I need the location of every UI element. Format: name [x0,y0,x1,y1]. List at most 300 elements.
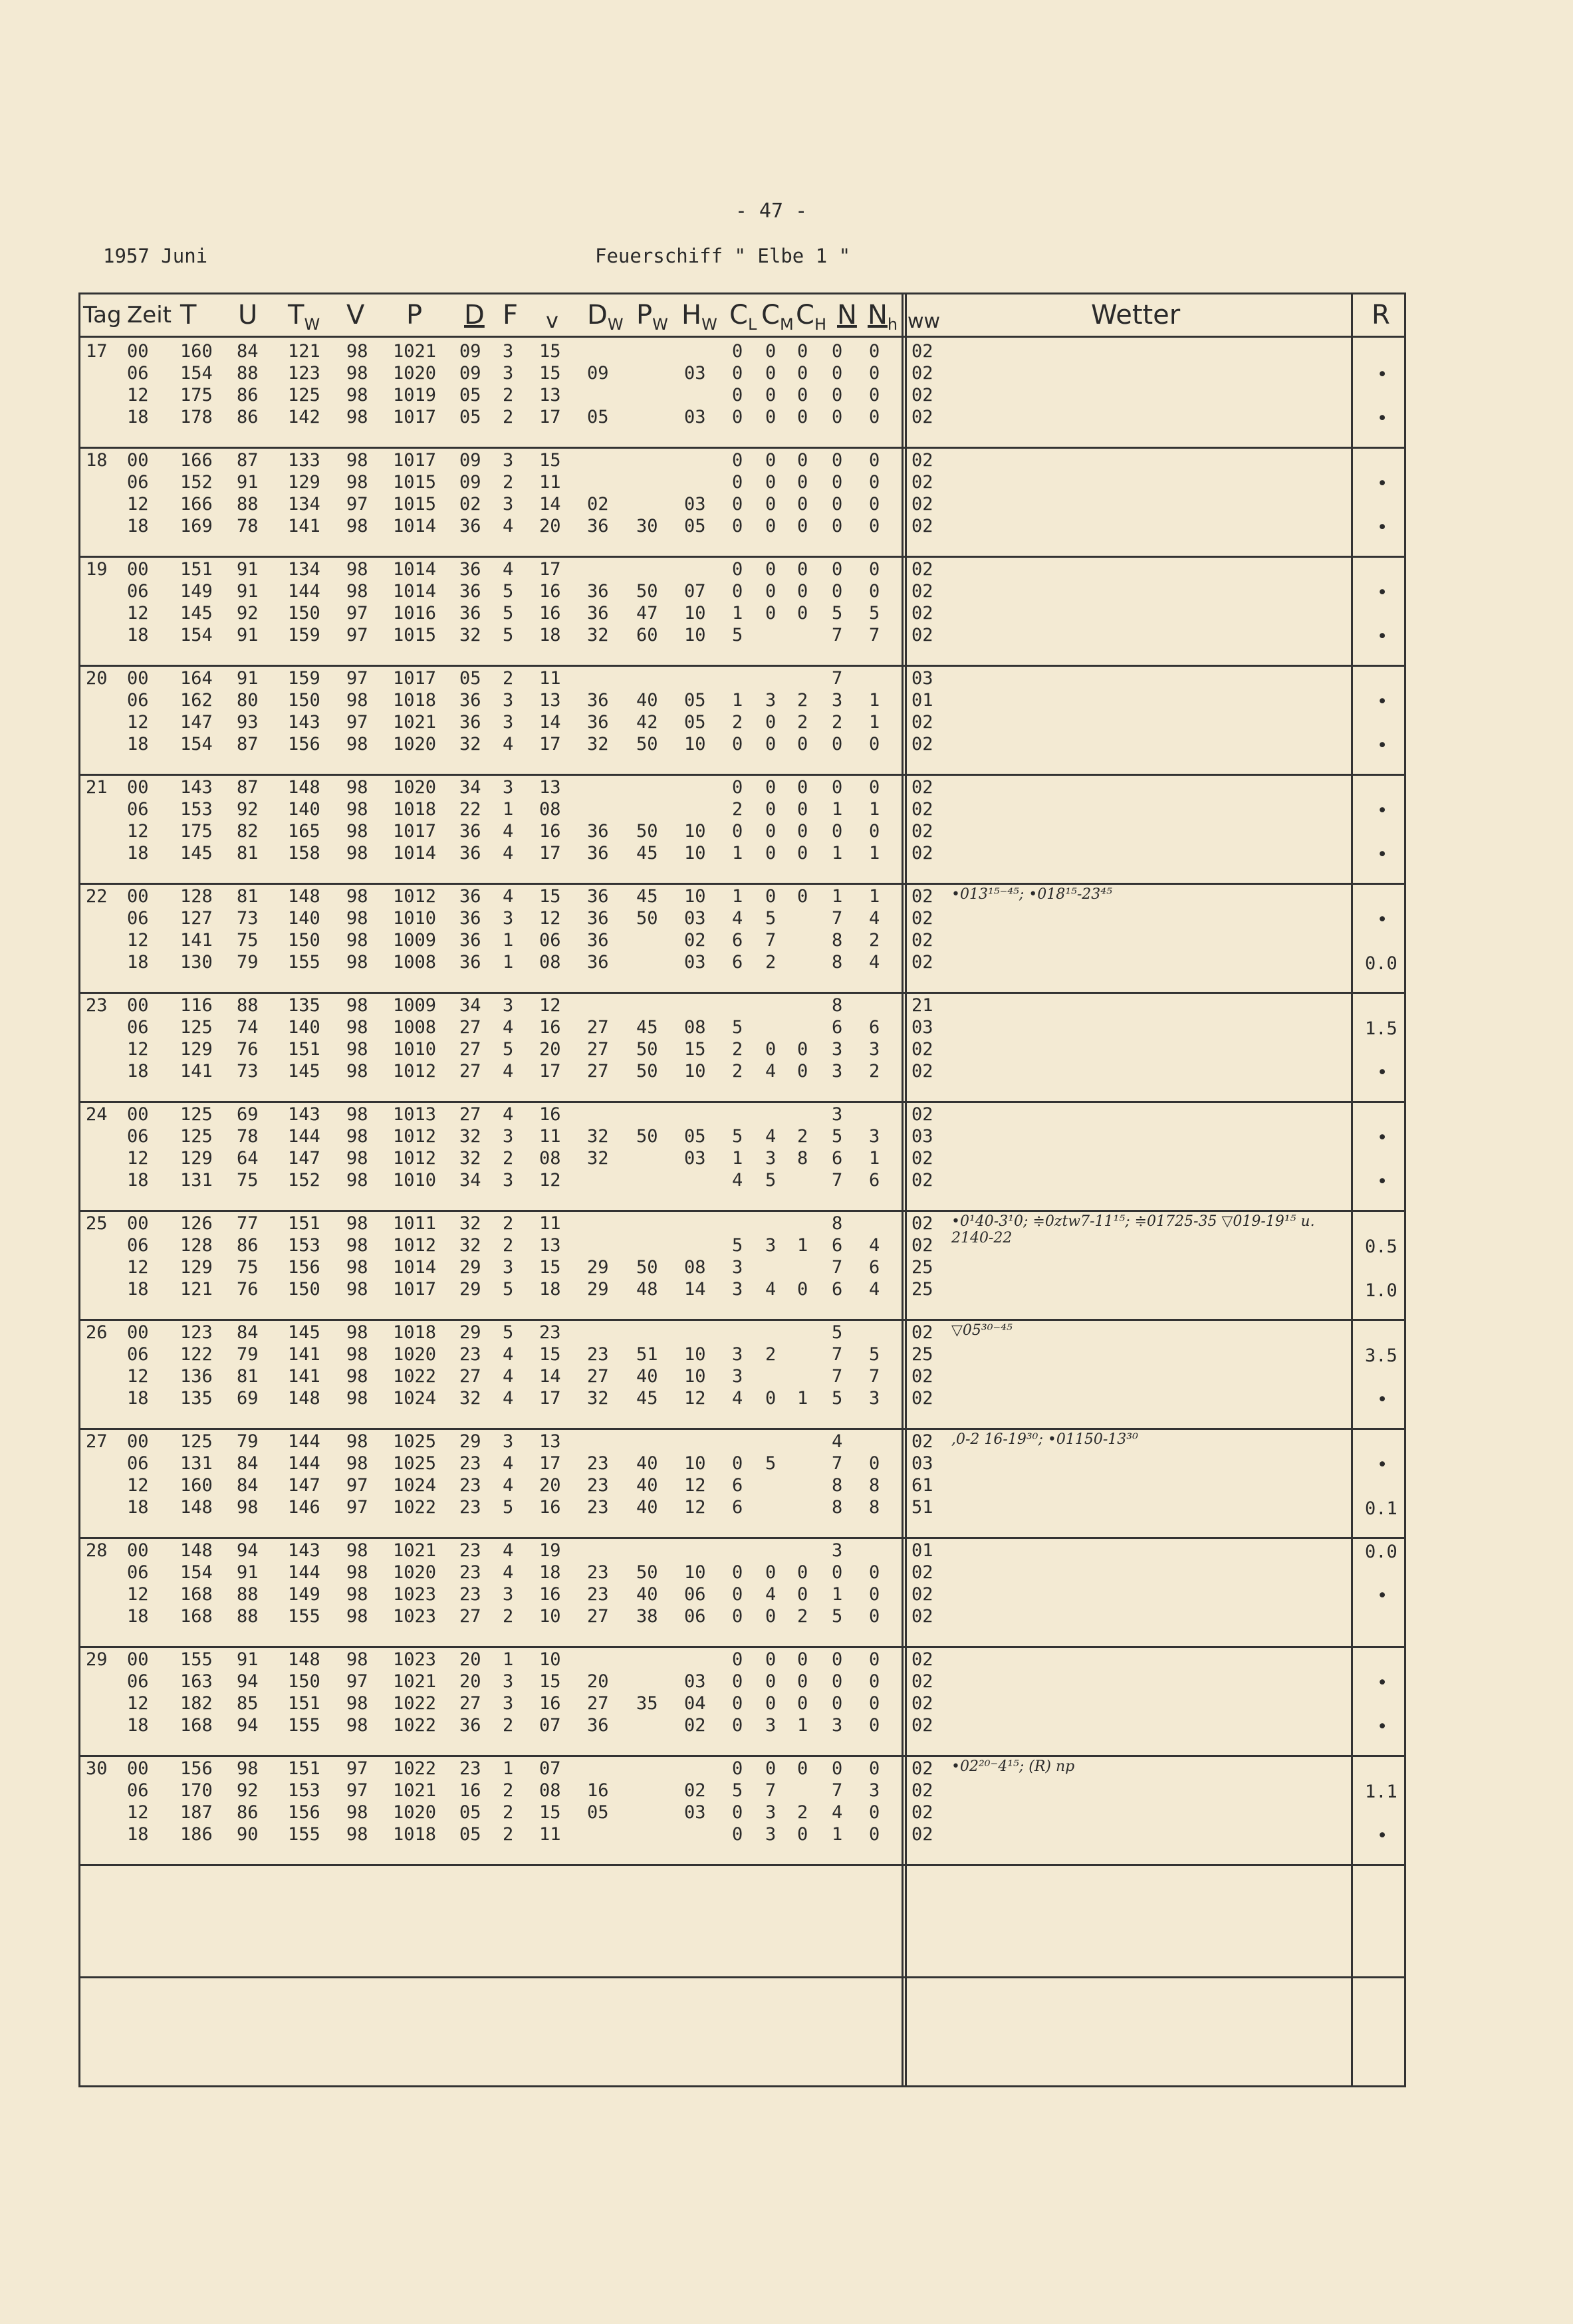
table-cell: 98 [346,1693,368,1714]
table-cell: 0 [832,821,843,842]
table-cell: 4 [869,908,880,929]
table-cell: 02 [684,1780,706,1801]
table-cell: 5 [732,1780,743,1801]
table-cell: 27 [587,1693,609,1714]
table-cell: 4 [869,952,880,973]
table-cell: 03 [684,908,706,929]
table-cell: 88 [237,494,259,515]
table-cell: 00 [127,1758,149,1779]
table-cell: 02 [911,516,933,536]
table-cell: 36 [587,930,609,951]
table-cell: 0 [797,1758,808,1779]
table-cell: 76 [237,1039,259,1060]
table-cell: 1012 [393,1126,437,1147]
day-tag: 21 [86,777,108,798]
precip-value: • [1377,735,1388,756]
table-cell: 03 [684,1671,706,1692]
table-cell: 0 [732,1693,743,1714]
table-cell: 10 [539,1606,561,1627]
table-cell: 4 [503,821,514,842]
table-cell: 0 [797,407,808,427]
table-cell: 34 [459,995,481,1016]
table-cell: 155 [288,1606,320,1627]
page-number: - 47 - [735,199,808,223]
table-cell: 09 [459,472,481,493]
table-cell: 38 [636,1606,658,1627]
table-cell: 3 [765,1824,777,1845]
table-cell: 50 [636,1061,658,1082]
table-cell: 144 [288,1562,320,1583]
table-cell: 4 [832,1431,843,1452]
table-cell: 4 [503,886,514,907]
empty-row-separator [80,1976,1404,1978]
table-cell: 98 [346,886,368,907]
table-cell: 02 [911,1715,933,1736]
table-cell: 02 [911,1061,933,1082]
table-cell: 150 [288,1671,320,1692]
table-cell: 3 [503,1170,514,1191]
table-cell: 15 [539,1344,561,1365]
table-cell: 144 [288,1431,320,1452]
table-cell: 0 [869,472,880,493]
table-cell: 1 [503,1758,514,1779]
table-cell: 121 [180,1279,213,1300]
table-cell: 98 [346,1061,368,1082]
table-cell: 1023 [393,1606,437,1627]
table-cell: 16 [459,1780,481,1801]
table-cell: 18 [127,1497,149,1518]
table-cell: 02 [911,581,933,602]
table-cell: 98 [346,472,368,493]
table-cell: 25 [911,1344,933,1365]
table-cell: 122 [180,1344,213,1365]
table-cell: 91 [237,581,259,602]
table-cell: 13 [539,385,561,406]
table-cell: 23 [587,1584,609,1605]
table-cell: 10 [684,625,706,645]
table-cell: 143 [180,777,213,798]
table-cell: 87 [237,777,259,798]
table-cell: 0 [765,603,777,624]
table-cell: 12 [127,821,149,842]
table-cell: 1010 [393,908,437,929]
table-cell: 74 [237,1017,259,1038]
table-cell: 06 [127,581,149,602]
table-cell: 6 [832,1148,843,1169]
table-cell: 151 [288,1213,320,1234]
table-cell: 10 [684,603,706,624]
table-cell: 23 [459,1497,481,1518]
table-cell: 2 [503,1780,514,1801]
precip-value: • [1377,1825,1388,1846]
table-cell: 27 [459,1039,481,1060]
col-cm: $C_M$ [761,300,794,334]
table-cell: 81 [237,843,259,864]
table-cell: 125 [180,1017,213,1038]
table-cell: 8 [869,1475,880,1496]
table-cell: 16 [587,1780,609,1801]
table-cell: 148 [180,1540,213,1561]
table-cell: 93 [237,712,259,733]
table-cell: 02 [911,1649,933,1670]
table-cell: 97 [346,712,368,733]
table-cell: 02 [911,1802,933,1823]
table-cell: 1017 [393,1279,437,1300]
table-cell: 125 [180,1431,213,1452]
table-cell: 40 [636,1497,658,1518]
table-cell: 50 [636,908,658,929]
table-cell: 0 [869,1671,880,1692]
table-cell: 5 [732,1126,743,1147]
table-cell: 50 [636,1562,658,1583]
table-cell: 1 [732,603,743,624]
table-cell: 10 [684,886,706,907]
table-cell: 16 [539,1693,561,1714]
table-cell: 98 [237,1497,259,1518]
table-cell: 1 [832,886,843,907]
table-cell: 12 [127,1257,149,1278]
table-cell: 1015 [393,625,437,645]
table-cell: 7 [869,1366,880,1387]
table-cell: 5 [503,1279,514,1300]
table-cell: 91 [237,1649,259,1670]
table-cell: 0 [869,1649,880,1670]
table-cell: 0 [869,1693,880,1714]
table-cell: 3 [503,1671,514,1692]
table-cell: 51 [911,1497,933,1518]
table-cell: 1022 [393,1715,437,1736]
table-cell: 0 [832,494,843,515]
table-cell: 1025 [393,1431,437,1452]
table-cell: 0 [869,734,880,755]
table-cell: 06 [127,1453,149,1474]
table-cell: 0 [765,407,777,427]
table-cell: 40 [636,1475,658,1496]
table-cell: 156 [180,1758,213,1779]
table-cell: 3 [503,690,514,711]
table-cell: 148 [288,777,320,798]
day-tag: 28 [86,1540,108,1561]
table-cell: 0 [869,1824,880,1845]
table-cell: 5 [765,908,777,929]
table-cell: 98 [346,450,368,471]
table-cell: 0 [869,1584,880,1605]
table-cell: 13 [539,777,561,798]
table-cell: 1012 [393,886,437,907]
table-cell: 98 [346,1104,368,1125]
table-cell: 187 [180,1802,213,1823]
table-cell: 1022 [393,1693,437,1714]
table-cell: 02 [911,1671,933,1692]
table-cell: 2 [503,472,514,493]
table-cell: 154 [180,625,213,645]
table-cell: 98 [346,1649,368,1670]
day-separator [80,774,1404,776]
table-cell: 18 [539,1562,561,1583]
table-cell: 4 [869,1235,880,1256]
table-cell: 11 [539,668,561,689]
table-cell: 18 [539,1279,561,1300]
table-cell: 3 [869,1126,880,1147]
col-zeit: Zeit [127,302,172,328]
day-separator [80,883,1404,885]
table-cell: 06 [127,472,149,493]
table-cell: 42 [636,712,658,733]
table-cell: 03 [911,1126,933,1147]
table-cell: 3 [765,690,777,711]
day-tag: 24 [86,1104,108,1125]
table-cell: 10 [684,734,706,755]
table-cell: 2 [503,1802,514,1823]
col-tw: $T_W$ [288,300,320,334]
table-cell: 3 [832,1104,843,1125]
table-cell: 64 [237,1148,259,1169]
table-cell: 152 [180,472,213,493]
table-cell: 0 [797,1584,808,1605]
table-cell: 97 [346,1671,368,1692]
precip-value: • [1377,1127,1388,1148]
table-cell: 18 [127,1388,149,1409]
table-cell: 86 [237,407,259,427]
table-cell: 07 [684,581,706,602]
table-cell: 0 [797,1824,808,1845]
table-cell: 150 [288,1279,320,1300]
table-cell: 2 [765,1344,777,1365]
divider-wetter [902,294,904,2085]
precip-value: • [1377,1716,1388,1737]
table-cell: 98 [346,952,368,973]
table-cell: 0 [797,363,808,384]
table-cell: 36 [459,886,481,907]
table-cell: 145 [288,1322,320,1343]
table-cell: 02 [911,341,933,362]
table-cell: 1 [732,886,743,907]
table-cell: 73 [237,908,259,929]
table-cell: 29 [587,1257,609,1278]
table-cell: 4 [503,1366,514,1387]
table-cell: 1020 [393,777,437,798]
table-cell: 0 [832,734,843,755]
table-cell: 186 [180,1824,213,1845]
table-cell: 164 [180,668,213,689]
table-cell: 73 [237,1061,259,1082]
table-cell: 29 [587,1279,609,1300]
table-cell: 03 [684,407,706,427]
table-cell: 0 [765,494,777,515]
table-cell: 02 [911,1322,933,1343]
table-cell: 2 [503,1235,514,1256]
table-cell: 0 [765,843,777,864]
table-cell: 25 [911,1257,933,1278]
table-cell: 5 [832,1322,843,1343]
table-cell: 0 [732,559,743,580]
table-cell: 5 [503,581,514,602]
table-cell: 151 [288,1693,320,1714]
table-cell: 87 [237,450,259,471]
table-cell: 12 [127,712,149,733]
table-cell: 15 [539,1257,561,1278]
table-cell: 06 [127,1017,149,1038]
table-cell: 166 [180,450,213,471]
day-separator [80,1210,1404,1212]
day-tag: 27 [86,1431,108,1452]
table-cell: 3 [765,1715,777,1736]
table-cell: 0 [832,407,843,427]
table-cell: 148 [288,1649,320,1670]
day-tag: 18 [86,450,108,471]
day-tag: 22 [86,886,108,907]
table-cell: 7 [832,1780,843,1801]
table-cell: 02 [911,625,933,645]
table-cell: 129 [288,472,320,493]
table-cell: 34 [459,1170,481,1191]
table-cell: 0 [869,1758,880,1779]
table-cell: 36 [459,603,481,624]
precip-value: • [1377,473,1388,494]
table-cell: 143 [288,1104,320,1125]
table-cell: 98 [346,1584,368,1605]
table-cell: 6 [869,1017,880,1038]
table-cell: 0 [732,385,743,406]
table-cell: 02 [911,1562,933,1583]
table-cell: 1 [732,843,743,864]
table-cell: 29 [459,1279,481,1300]
table-cell: 05 [587,407,609,427]
table-cell: 0 [732,341,743,362]
day-separator [80,1319,1404,1321]
table-cell: 5 [503,625,514,645]
table-cell: 14 [539,712,561,733]
table-cell: 0 [832,341,843,362]
table-cell: 92 [237,603,259,624]
table-cell: 91 [237,625,259,645]
table-cell: 127 [180,908,213,929]
table-cell: 6 [732,930,743,951]
table-cell: 0 [797,799,808,820]
table-cell: 36 [587,1715,609,1736]
table-cell: 6 [832,1235,843,1256]
table-cell: 15 [539,363,561,384]
table-cell: 1021 [393,341,437,362]
table-cell: 4 [503,1388,514,1409]
table-cell: 2 [797,1606,808,1627]
table-cell: 121 [288,341,320,362]
table-cell: 0 [765,1649,777,1670]
table-cell: 148 [180,1497,213,1518]
table-cell: 5 [832,1606,843,1627]
precip-value: 0.1 [1365,1498,1397,1519]
table-cell: 2 [732,1061,743,1082]
table-cell: 0 [765,559,777,580]
table-cell: 0 [765,516,777,536]
table-cell: 1022 [393,1758,437,1779]
table-cell: 12 [127,1148,149,1169]
table-cell: 02 [684,930,706,951]
table-cell: 50 [636,821,658,842]
precip-value: 0.0 [1365,953,1397,974]
table-cell: 140 [288,1017,320,1038]
table-cell: 4 [832,1802,843,1823]
table-cell: 08 [539,1780,561,1801]
table-cell: 4 [765,1126,777,1147]
table-cell: 18 [127,625,149,645]
table-cell: 36 [587,908,609,929]
table-cell: 27 [459,1104,481,1125]
col-u: U [238,300,258,330]
table-cell: 15 [539,450,561,471]
table-cell: 30 [636,516,658,536]
table-cell: 87 [237,734,259,755]
table-cell: 3 [869,1039,880,1060]
table-cell: 91 [237,472,259,493]
table-cell: 97 [346,1780,368,1801]
table-cell: 02 [911,385,933,406]
table-cell: 0 [869,1715,880,1736]
table-cell: 5 [765,1170,777,1191]
precip-value: 1.1 [1365,1782,1397,1802]
table-cell: 03 [684,494,706,515]
table-cell: 1 [832,843,843,864]
table-cell: 15 [539,341,561,362]
table-cell: 00 [127,777,149,798]
table-cell: 10 [684,1562,706,1583]
day-separator [80,1864,1404,1866]
table-cell: 155 [288,952,320,973]
table-cell: 3 [832,1715,843,1736]
table-cell: 134 [288,559,320,580]
table-cell: 98 [346,777,368,798]
table-cell: 03 [911,1453,933,1474]
table-cell: 0 [797,1562,808,1583]
table-cell: 3 [869,1780,880,1801]
table-cell: 08 [539,952,561,973]
table-cell: 3 [765,1148,777,1169]
table-cell: 168 [180,1584,213,1605]
table-cell: 160 [180,1475,213,1496]
table-cell: 5 [732,1017,743,1038]
table-cell: 143 [288,712,320,733]
table-cell: 0 [832,385,843,406]
table-cell: 97 [346,668,368,689]
table-cell: 0 [765,363,777,384]
table-cell: 0 [832,1562,843,1583]
table-cell: 1014 [393,581,437,602]
table-cell: 10 [684,1366,706,1387]
table-cell: 18 [127,843,149,864]
table-cell: 98 [346,1824,368,1845]
wetter-note: •0¹40-3¹0; ≑0ztw7-11¹⁵; ≑01725-35 ▽019-19¹⁵ u. 2140-22 [951,1213,1315,1246]
table-cell: 128 [180,886,213,907]
table-cell: 1 [832,1584,843,1605]
day-separator [80,1646,1404,1648]
table-cell: 4 [503,843,514,864]
table-cell: 1021 [393,712,437,733]
table-cell: 40 [636,1366,658,1387]
table-cell: 04 [684,1693,706,1714]
table-cell: 02 [459,494,481,515]
table-cell: 36 [587,952,609,973]
table-cell: 8 [869,1497,880,1518]
table-cell: 12 [127,1366,149,1387]
table-cell: 02 [911,1606,933,1627]
table-cell: 0 [732,734,743,755]
table-cell: 17 [539,1061,561,1082]
table-cell: 81 [237,886,259,907]
table-cell: 0 [869,1562,880,1583]
table-cell: 3 [503,1257,514,1278]
table-cell: 98 [346,1606,368,1627]
col-d: D [464,300,485,330]
